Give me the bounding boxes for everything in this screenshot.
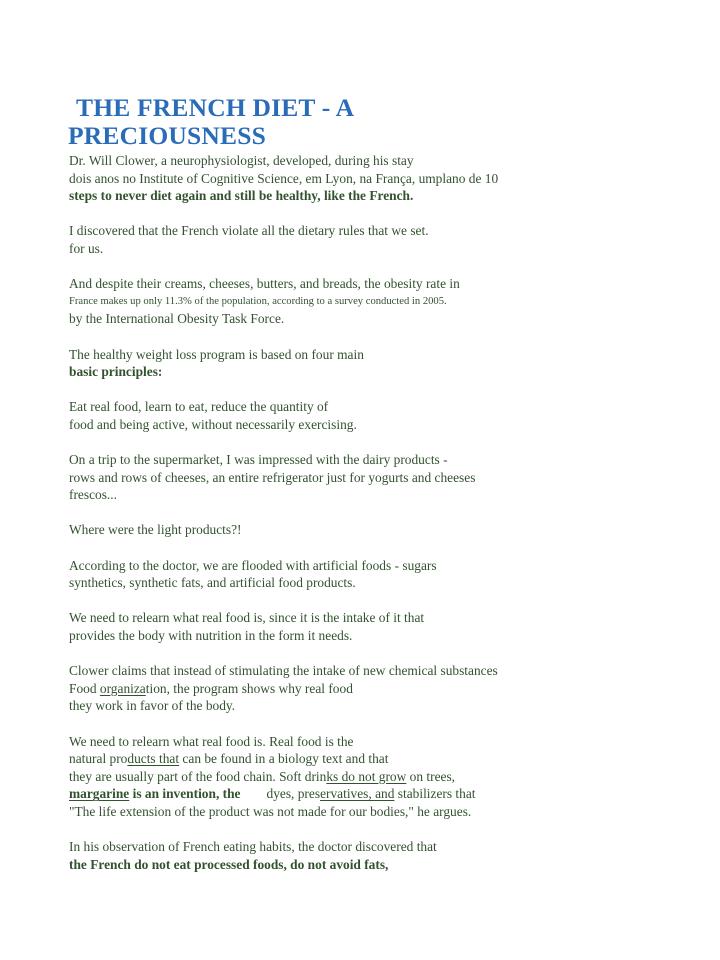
text-line: Where were the light products?!	[69, 522, 242, 538]
document-title	[68, 94, 354, 150]
text-line: I discovered that the French violate all the dietary rules that we set.	[69, 223, 429, 239]
underlined-segment: ks do not grow	[326, 768, 407, 784]
text-line: "The life extension of the product was not made for our bodies," he argues.	[69, 803, 472, 819]
text-line: And despite their creams, cheeses, butters, and breads, the obesity rate in	[69, 276, 460, 292]
text-line: by the International Obesity Task Force.	[69, 311, 285, 327]
title-line-2: PRECIOUSNESS	[68, 121, 266, 150]
text-line	[69, 680, 699, 698]
title-line-1: THE FRENCH DIET - A	[76, 93, 355, 122]
underlined-segment: ducts that	[127, 751, 180, 767]
text-line: provides the body with nutrition in the form it needs.	[69, 628, 353, 644]
text-line: On a trip to the supermarket, I was impressed with the dairy products -	[69, 452, 448, 468]
text-line: for us.	[69, 240, 104, 256]
text-line	[69, 768, 699, 786]
paragraph-principles	[69, 398, 699, 433]
paragraph-obesity	[69, 275, 699, 328]
underlined-segment: organiza	[99, 680, 146, 696]
paragraph-program	[69, 346, 699, 381]
paragraph-observation	[69, 838, 699, 873]
text-line: In his observation of French eating habits, the doctor discovered that	[69, 839, 437, 855]
paragraph-relearn	[69, 609, 699, 644]
paragraph-intro	[69, 152, 699, 205]
text-line: they work in favor of the body.	[69, 698, 236, 714]
text-line: Dr. Will Clower, a neurophysiologist, developed, during his stay	[69, 153, 414, 168]
text-segment: dyes, pres	[266, 786, 321, 802]
paragraph-clower-claims	[69, 662, 699, 715]
text-line: rows and rows of cheeses, an entire refrigerator just for yogurts and cheeses	[69, 469, 476, 485]
text-line-small: France makes up only 11.3% of the population, according to a survey conducted in 2005.	[69, 295, 447, 307]
text-line: According to the doctor, we are flooded with artificial foods - sugars	[69, 557, 437, 573]
text-segment: natural pro	[69, 751, 128, 767]
text-segment: tion, the program shows why real food	[145, 680, 353, 696]
paragraph-rules	[69, 222, 699, 257]
text-segment: they are usually part of the food chain. Soft drin	[69, 768, 327, 784]
text-segment: Food	[69, 680, 100, 696]
bold-segment: is an invention, the	[129, 786, 241, 802]
text-line-bold: basic principles:	[69, 364, 163, 380]
paragraph-artificial-foods	[69, 557, 699, 592]
text-segment: stabilizers that	[394, 786, 476, 802]
text-line: Clower claims that instead of stimulating the intake of new chemical substances	[69, 663, 498, 679]
text-line: frescos...	[69, 487, 117, 503]
text-line	[69, 750, 699, 768]
text-line-bold: the French do not eat processed foods, do not avoid fats,	[69, 856, 389, 872]
document-body	[69, 152, 699, 891]
text-line-bold: steps to never diet again and still be healthy, like the French.	[69, 188, 414, 204]
text-line: food and being active, without necessarily exercising.	[69, 416, 357, 432]
text-line: Eat real food, learn to eat, reduce the quantity of	[69, 399, 329, 415]
paragraph-real-food	[69, 733, 699, 821]
paragraph-light-products	[69, 521, 699, 539]
text-line: dois anos no Institute of Cognitive Science, em Lyon, na França, umplano de 10	[69, 170, 499, 186]
underlined-bold-segment: margarine	[69, 786, 130, 802]
text-segment: on trees,	[406, 768, 456, 784]
text-line: We need to relearn what real food is, since it is the intake of it that	[69, 610, 425, 626]
text-segment: can be found in a biology text and that	[179, 751, 389, 767]
text-line: We need to relearn what real food is. Real food is the	[69, 733, 354, 749]
text-line: The healthy weight loss program is based on four main	[69, 346, 364, 362]
text-line: synthetics, synthetic fats, and artificial food products.	[69, 575, 356, 591]
text-line	[69, 785, 699, 803]
paragraph-supermarket	[69, 451, 699, 504]
underlined-segment: ervatives, and	[320, 786, 395, 802]
